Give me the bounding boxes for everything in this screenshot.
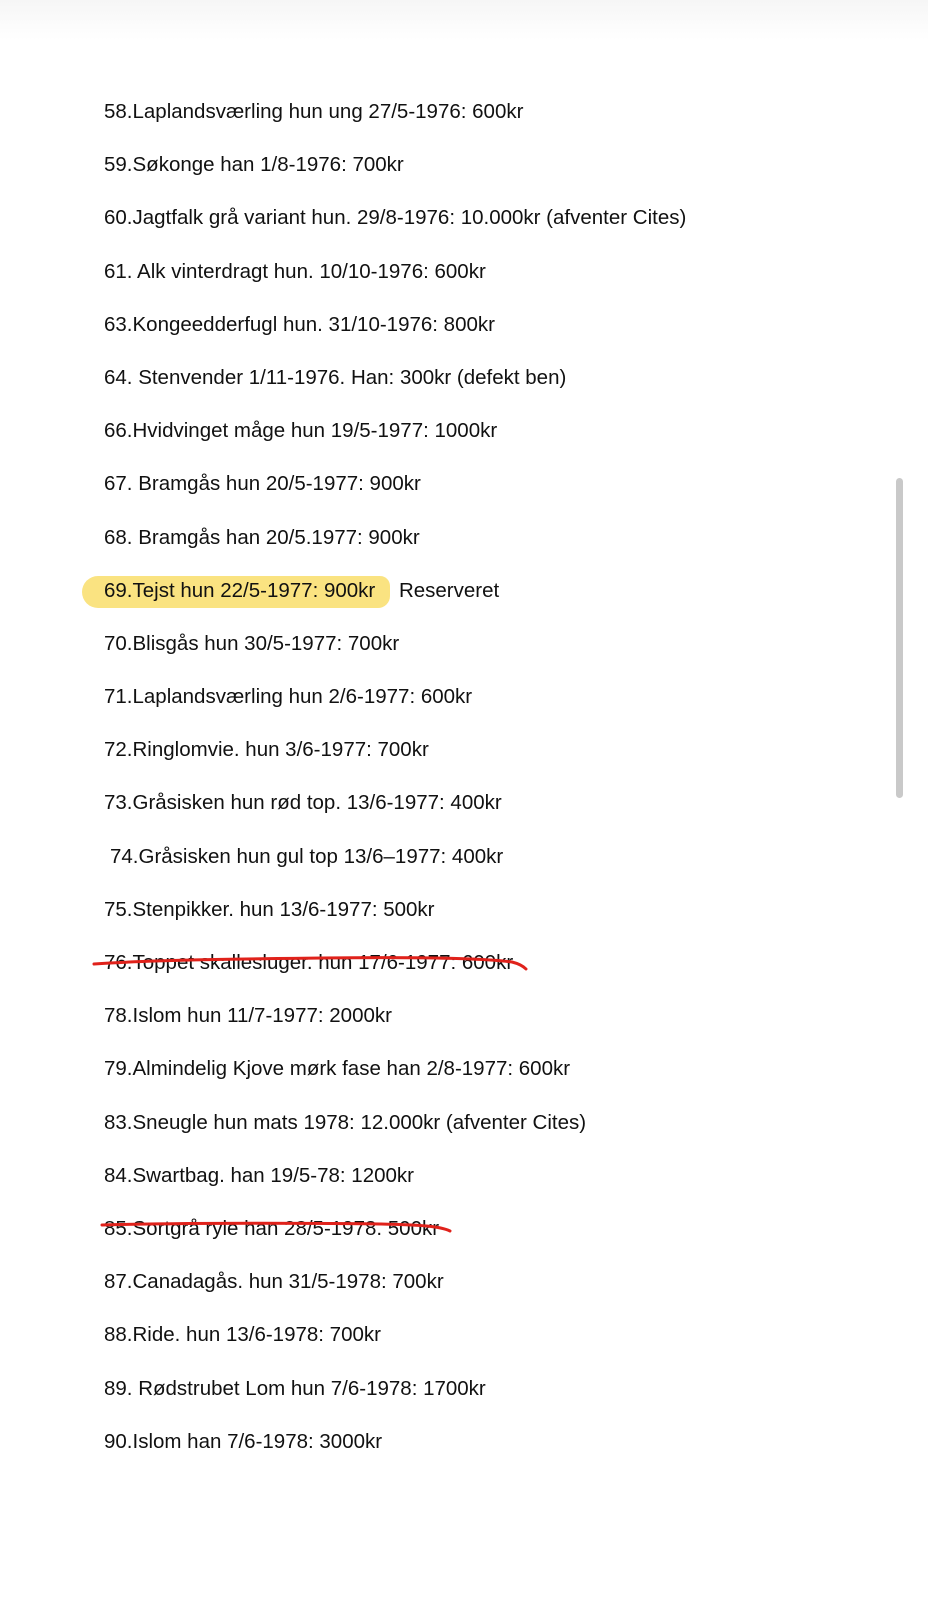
list-item [104, 1051, 864, 1104]
entry-text: 69.Tejst hun 22/5-1977: 900kr [104, 578, 376, 602]
entry-text: 72.Ringlomvie. hun 3/6-1977: 700kr [104, 738, 429, 762]
list-item [104, 254, 864, 307]
vertical-scrollbar[interactable] [896, 478, 903, 798]
list-item [104, 1317, 864, 1370]
entry-text: 87.Canadagås. hun 31/5-1978: 700kr [104, 1270, 444, 1294]
entry-text: 60.Jagtfalk grå variant hun. 29/8-1976: 10.000kr (afventer Cites) [104, 206, 687, 230]
list-item [104, 200, 864, 253]
entry-text: 89. Rødstrubet Lom hun 7/6-1978: 1700kr [104, 1376, 486, 1400]
entry-text: 76.Toppet skallesluger. hun 17/6-1977: 600kr [104, 951, 514, 974]
list-item [104, 839, 864, 892]
top-band [0, 0, 928, 40]
list-item [104, 1371, 864, 1424]
entry-text: 83.Sneugle hun mats 1978: 12.000kr (afventer Cites) [104, 1110, 587, 1134]
entry-text: 64. Stenvender 1/11-1976. Han: 300kr (defekt ben) [104, 365, 567, 389]
list-item [104, 466, 864, 519]
entry-text: 59.Søkonge han 1/8-1976: 700kr [104, 153, 404, 177]
reserved-note: Reserveret [398, 578, 500, 602]
entry-text: 90.Islom han 7/6-1978: 3000kr [104, 1429, 383, 1453]
list-item-struck [104, 1211, 864, 1264]
list-item [104, 998, 864, 1051]
list-item [104, 94, 864, 147]
entry-text: 66.Hvidvinget måge hun 19/5-1977: 1000kr [104, 419, 498, 443]
entry-text: 58.Laplandsværling hun ung 27/5-1976: 600kr [104, 100, 524, 123]
entry-text: 61. Alk vinterdragt hun. 10/10-1976: 600kr [104, 259, 486, 283]
list-item [104, 1424, 864, 1477]
entry-text: 78.Islom hun 11/7-1977: 2000kr [104, 1004, 392, 1028]
list-item [104, 1158, 864, 1211]
entry-text: 88.Ride. hun 13/6-1978: 700kr [104, 1323, 381, 1347]
entry-text: 67. Bramgås hun 20/5-1977: 900kr [104, 472, 421, 496]
list-item [104, 892, 864, 945]
list-item-struck [104, 945, 864, 998]
list-item [104, 520, 864, 573]
list-item [104, 307, 864, 360]
entry-text: 84.Swartbag. han 19/5-78: 1200kr [104, 1163, 414, 1187]
list-item [104, 413, 864, 466]
list-item [104, 785, 864, 838]
list-item [104, 360, 864, 413]
list-item [104, 626, 864, 679]
list-item [104, 1264, 864, 1317]
list-item-highlighted [104, 573, 864, 626]
list-item [104, 1105, 864, 1158]
list-item [104, 732, 864, 785]
entry-text: 75.Stenpikker. hun 13/6-1977: 500kr [104, 897, 435, 921]
entry-text: 74.Gråsisken hun gul top 13/6–1977: 400kr [110, 844, 504, 868]
entry-text: 71.Laplandsværling hun 2/6-1977: 600kr [104, 685, 473, 709]
entry-text: 63.Kongeedderfugl hun. 31/10-1976: 800kr [104, 312, 495, 336]
entry-text: 68. Bramgås han 20/5.1977: 900kr [104, 525, 420, 549]
entry-text: 73.Gråsisken hun rød top. 13/6-1977: 400kr [104, 791, 502, 815]
entry-text: 85.Sortgrå ryle han 28/5-1978. 500kr [104, 1216, 440, 1240]
list-item [104, 147, 864, 200]
entry-text: 70.Blisgås hun 30/5-1977: 700kr [104, 631, 400, 655]
entry-text: 79.Almindelig Kjove mørk fase han 2/8-1977: 600kr [104, 1057, 571, 1081]
list-item [104, 679, 864, 732]
document-list [104, 94, 864, 1477]
